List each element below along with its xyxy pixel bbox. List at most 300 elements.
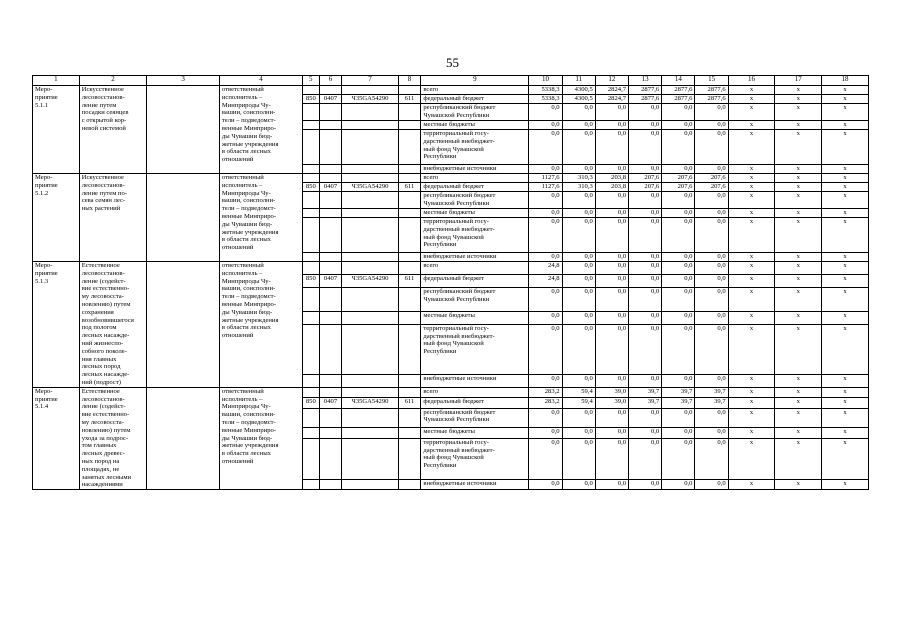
empty-cell: [398, 387, 421, 397]
amount-cell: 207,6: [629, 174, 662, 183]
amount-cell: 0,0: [595, 287, 628, 311]
amount-cell: 0,0: [595, 408, 628, 428]
x-mark: x: [728, 192, 775, 209]
empty-cell: [342, 324, 398, 374]
amount-cell: 39,7: [662, 398, 695, 408]
x-mark: x: [728, 287, 775, 311]
x-mark: x: [775, 408, 822, 428]
x-mark: x: [822, 438, 869, 479]
x-mark: x: [822, 130, 869, 165]
budget-code: 0407: [319, 274, 342, 287]
column-number-14: 14: [662, 76, 695, 86]
amount-cell: 0,0: [629, 374, 662, 387]
empty-cell: [147, 262, 220, 388]
empty-cell: [147, 86, 220, 174]
x-mark: x: [728, 174, 775, 183]
column-number-1: 1: [33, 76, 80, 86]
empty-cell: [398, 253, 421, 262]
x-mark: x: [822, 312, 869, 325]
budget-code: 611: [398, 398, 421, 408]
table-row: [33, 262, 869, 275]
x-mark: x: [728, 408, 775, 428]
empty-cell: [302, 262, 319, 275]
x-mark: x: [775, 130, 822, 165]
amount-cell: 0,0: [695, 324, 728, 374]
amount-cell: 283,2: [529, 398, 562, 408]
amount-cell: 0,0: [529, 438, 562, 479]
x-mark: x: [822, 174, 869, 183]
x-mark: x: [728, 183, 775, 192]
amount-cell: 0,0: [695, 253, 728, 262]
amount-cell: 0,0: [595, 253, 628, 262]
x-mark: x: [775, 287, 822, 311]
empty-cell: [319, 86, 342, 95]
amount-cell: 4300,5: [562, 95, 595, 104]
empty-cell: [319, 130, 342, 165]
amount-cell: 0,0: [595, 262, 628, 275]
executor-text: ответственный исполнитель – Минприроды Чу- вашии, соисполни- тели – подведомст- венные Минприро- ды Чувашии бюд- жетные учреждения в области лесных отношений: [219, 387, 302, 489]
amount-cell: 59,4: [562, 398, 595, 408]
amount-cell: 2824,7: [595, 86, 628, 95]
funding-source: внебюджетные источники: [421, 479, 529, 490]
x-mark: x: [775, 374, 822, 387]
amount-cell: 0,0: [662, 165, 695, 174]
funding-source: всего: [421, 86, 529, 95]
budget-code: 611: [398, 274, 421, 287]
amount-cell: 0,0: [529, 209, 562, 218]
funding-source: всего: [421, 174, 529, 183]
empty-cell: [319, 209, 342, 218]
amount-cell: 39,7: [662, 387, 695, 397]
measure-number: Меро- приятие 5.1.4: [33, 387, 80, 489]
amount-cell: 0,0: [662, 192, 695, 209]
x-mark: x: [775, 398, 822, 408]
empty-cell: [319, 479, 342, 490]
amount-cell: 2877,6: [662, 95, 695, 104]
empty-cell: [302, 438, 319, 479]
funding-source: территориальный госу- дарственный внебюджет- ный фонд Чувашской Республики: [421, 324, 529, 374]
amount-cell: 39,7: [695, 387, 728, 397]
amount-cell: 0,0: [629, 104, 662, 121]
x-mark: x: [822, 104, 869, 121]
funding-source: местные бюджеты: [421, 312, 529, 325]
amount-cell: 0,0: [629, 130, 662, 165]
empty-cell: [342, 253, 398, 262]
amount-cell: 0,0: [662, 253, 695, 262]
budget-code: 850: [302, 398, 319, 408]
budget-code: 611: [398, 183, 421, 192]
column-number-18: 18: [822, 76, 869, 86]
x-mark: x: [728, 121, 775, 130]
column-number-8: 8: [398, 76, 421, 86]
empty-cell: [342, 438, 398, 479]
x-mark: x: [822, 398, 869, 408]
page-number: 55: [446, 55, 459, 70]
x-mark: x: [728, 438, 775, 479]
x-mark: x: [775, 104, 822, 121]
amount-cell: 0,0: [562, 287, 595, 311]
empty-cell: [342, 86, 398, 95]
empty-cell: [342, 174, 398, 183]
amount-cell: 0,0: [695, 262, 728, 275]
amount-cell: 0,0: [695, 192, 728, 209]
empty-cell: [342, 165, 398, 174]
amount-cell: 0,0: [629, 428, 662, 438]
funding-source: республиканский бюджет Чувашской Республики: [421, 408, 529, 428]
amount-cell: 0,0: [629, 287, 662, 311]
measure-name: Естественное лесовосстанов- ление (содейст- вие естественно- му лесовосста- новлению) путем ухода за подрос- том главных лесных древес- ных пород на площадях, не занятых лесными насаждениями: [79, 387, 147, 489]
x-mark: x: [822, 183, 869, 192]
amount-cell: 0,0: [562, 274, 595, 287]
measure-name: Искусственное лесовосстанов- ление путем посадки сеянцев с открытой кор- невой системой: [79, 86, 147, 174]
empty-cell: [398, 218, 421, 253]
empty-cell: [302, 287, 319, 311]
amount-cell: 24,8: [529, 262, 562, 275]
empty-cell: [398, 287, 421, 311]
x-mark: x: [822, 192, 869, 209]
table-row: [33, 174, 869, 183]
amount-cell: 0,0: [529, 324, 562, 374]
empty-cell: [398, 121, 421, 130]
amount-cell: 0,0: [629, 274, 662, 287]
amount-cell: 0,0: [629, 253, 662, 262]
empty-cell: [302, 86, 319, 95]
amount-cell: 0,0: [695, 104, 728, 121]
budget-code: 0407: [319, 398, 342, 408]
amount-cell: 0,0: [629, 192, 662, 209]
amount-cell: 207,6: [695, 174, 728, 183]
amount-cell: 310,3: [562, 174, 595, 183]
empty-cell: [302, 192, 319, 209]
executor-text: ответственный исполнитель – Минприроды Чу- вашии, соисполни- тели – подведомст- венные Минприро- ды Чувашии бюд- жетные учреждения в области лесных отношений: [219, 86, 302, 174]
amount-cell: 203,8: [595, 183, 628, 192]
empty-cell: [342, 121, 398, 130]
amount-cell: 0,0: [695, 438, 728, 479]
amount-cell: 0,0: [662, 209, 695, 218]
funding-source: местные бюджеты: [421, 428, 529, 438]
amount-cell: 0,0: [695, 209, 728, 218]
amount-cell: 0,0: [595, 324, 628, 374]
empty-cell: [302, 428, 319, 438]
amount-cell: 0,0: [595, 374, 628, 387]
empty-cell: [302, 408, 319, 428]
empty-cell: [342, 192, 398, 209]
empty-cell: [302, 165, 319, 174]
amount-cell: 0,0: [662, 324, 695, 374]
amount-cell: 0,0: [562, 428, 595, 438]
amount-cell: 0,0: [562, 218, 595, 253]
empty-cell: [342, 209, 398, 218]
amount-cell: 1127,6: [529, 183, 562, 192]
amount-cell: 310,3: [562, 183, 595, 192]
empty-cell: [398, 324, 421, 374]
amount-cell: 0,0: [695, 121, 728, 130]
budget-code: 0407: [319, 95, 342, 104]
program-financing-table: [32, 75, 869, 490]
amount-cell: 0,0: [662, 274, 695, 287]
amount-cell: 0,0: [529, 479, 562, 490]
amount-cell: 0,0: [562, 324, 595, 374]
funding-source: федеральный бюджет: [421, 95, 529, 104]
x-mark: x: [775, 438, 822, 479]
x-mark: x: [822, 218, 869, 253]
funding-source: федеральный бюджет: [421, 183, 529, 192]
budget-code: 850: [302, 95, 319, 104]
empty-cell: [398, 262, 421, 275]
amount-cell: 0,0: [562, 104, 595, 121]
amount-cell: 0,0: [529, 287, 562, 311]
x-mark: x: [728, 165, 775, 174]
x-mark: x: [822, 121, 869, 130]
x-mark: x: [728, 374, 775, 387]
x-mark: x: [775, 174, 822, 183]
x-mark: x: [728, 398, 775, 408]
empty-cell: [319, 312, 342, 325]
empty-cell: [302, 374, 319, 387]
x-mark: x: [728, 95, 775, 104]
budget-code: Ч35GA54290: [342, 183, 398, 192]
amount-cell: 0,0: [662, 287, 695, 311]
amount-cell: 0,0: [629, 165, 662, 174]
column-number-row: [33, 76, 869, 86]
empty-cell: [319, 165, 342, 174]
column-number-4: 4: [219, 76, 302, 86]
amount-cell: 0,0: [629, 121, 662, 130]
amount-cell: 0,0: [629, 218, 662, 253]
empty-cell: [319, 438, 342, 479]
x-mark: x: [728, 312, 775, 325]
amount-cell: 59,4: [562, 387, 595, 397]
x-mark: x: [822, 165, 869, 174]
x-mark: x: [775, 274, 822, 287]
empty-cell: [398, 174, 421, 183]
x-mark: x: [822, 262, 869, 275]
x-mark: x: [775, 209, 822, 218]
amount-cell: 0,0: [529, 408, 562, 428]
amount-cell: 0,0: [529, 253, 562, 262]
empty-cell: [302, 218, 319, 253]
empty-cell: [398, 438, 421, 479]
amount-cell: 0,0: [595, 438, 628, 479]
empty-cell: [342, 287, 398, 311]
empty-cell: [319, 253, 342, 262]
amount-cell: 0,0: [662, 312, 695, 325]
amount-cell: 0,0: [595, 312, 628, 325]
table-row: [33, 86, 869, 95]
budget-code: 850: [302, 274, 319, 287]
amount-cell: 0,0: [662, 104, 695, 121]
x-mark: x: [775, 428, 822, 438]
empty-cell: [342, 374, 398, 387]
x-mark: x: [728, 428, 775, 438]
empty-cell: [398, 130, 421, 165]
measure-name: Искусственное лесовосстанов- ление путем по- сева семян лес- ных растений: [79, 174, 147, 262]
empty-cell: [398, 165, 421, 174]
amount-cell: 39,7: [695, 398, 728, 408]
funding-source: территориальный госу- дарственный внебюджет- ный фонд Чувашской Республики: [421, 438, 529, 479]
funding-source: федеральный бюджет: [421, 274, 529, 287]
amount-cell: 2877,6: [629, 95, 662, 104]
column-number-7: 7: [342, 76, 398, 86]
amount-cell: 1127,6: [529, 174, 562, 183]
x-mark: x: [728, 262, 775, 275]
amount-cell: 0,0: [595, 428, 628, 438]
amount-cell: 0,0: [595, 104, 628, 121]
amount-cell: 0,0: [562, 192, 595, 209]
funding-source: внебюджетные источники: [421, 253, 529, 262]
amount-cell: 0,0: [595, 479, 628, 490]
amount-cell: 0,0: [562, 438, 595, 479]
amount-cell: 0,0: [662, 262, 695, 275]
amount-cell: 0,0: [595, 209, 628, 218]
empty-cell: [342, 104, 398, 121]
amount-cell: 4300,5: [562, 86, 595, 95]
amount-cell: 0,0: [662, 438, 695, 479]
column-number-17: 17: [775, 76, 822, 86]
amount-cell: 0,0: [629, 312, 662, 325]
amount-cell: 0,0: [629, 324, 662, 374]
amount-cell: 0,0: [562, 312, 595, 325]
amount-cell: 0,0: [595, 130, 628, 165]
amount-cell: 39,7: [629, 387, 662, 397]
amount-cell: 0,0: [662, 479, 695, 490]
empty-cell: [302, 130, 319, 165]
amount-cell: 0,0: [662, 218, 695, 253]
empty-cell: [342, 262, 398, 275]
amount-cell: 0,0: [562, 479, 595, 490]
amount-cell: 0,0: [662, 374, 695, 387]
empty-cell: [319, 387, 342, 397]
amount-cell: 0,0: [662, 130, 695, 165]
amount-cell: 0,0: [529, 312, 562, 325]
amount-cell: 0,0: [529, 374, 562, 387]
amount-cell: 0,0: [695, 479, 728, 490]
amount-cell: 0,0: [629, 438, 662, 479]
empty-cell: [319, 324, 342, 374]
column-number-2: 2: [79, 76, 147, 86]
empty-cell: [398, 428, 421, 438]
empty-cell: [342, 408, 398, 428]
empty-cell: [398, 408, 421, 428]
x-mark: x: [728, 253, 775, 262]
x-mark: x: [822, 408, 869, 428]
amount-cell: 39,0: [595, 398, 628, 408]
amount-cell: 0,0: [629, 262, 662, 275]
measure-number: Меро- приятие 5.1.3: [33, 262, 80, 388]
funding-source: республиканский бюджет Чувашской Республики: [421, 192, 529, 209]
amount-cell: 0,0: [662, 121, 695, 130]
x-mark: x: [775, 218, 822, 253]
x-mark: x: [822, 209, 869, 218]
x-mark: x: [775, 262, 822, 275]
executor-text: ответственный исполнитель – Минприроды Чу- вашии, соисполни- тели – подведомст- венные Минприро- ды Чувашии бюд- жетные учреждения в области лесных отношений: [219, 174, 302, 262]
amount-cell: 39,7: [629, 398, 662, 408]
funding-source: внебюджетные источники: [421, 165, 529, 174]
amount-cell: 0,0: [562, 165, 595, 174]
amount-cell: 0,0: [595, 218, 628, 253]
column-number-16: 16: [728, 76, 775, 86]
amount-cell: 203,8: [595, 174, 628, 183]
budget-code: 0407: [319, 183, 342, 192]
empty-cell: [342, 130, 398, 165]
x-mark: x: [775, 387, 822, 397]
empty-cell: [319, 104, 342, 121]
amount-cell: 0,0: [695, 165, 728, 174]
x-mark: x: [822, 479, 869, 490]
empty-cell: [319, 218, 342, 253]
empty-cell: [319, 374, 342, 387]
x-mark: x: [775, 192, 822, 209]
x-mark: x: [822, 428, 869, 438]
x-mark: x: [728, 324, 775, 374]
x-mark: x: [728, 479, 775, 490]
amount-cell: 2877,6: [695, 95, 728, 104]
empty-cell: [302, 312, 319, 325]
x-mark: x: [822, 374, 869, 387]
x-mark: x: [728, 130, 775, 165]
amount-cell: 0,0: [695, 312, 728, 325]
empty-cell: [319, 192, 342, 209]
budget-code: Ч35GA54290: [342, 95, 398, 104]
amount-cell: 0,0: [529, 165, 562, 174]
measure-number: Меро- приятие 5.1.2: [33, 174, 80, 262]
amount-cell: 0,0: [562, 121, 595, 130]
empty-cell: [302, 104, 319, 121]
amount-cell: 207,6: [662, 174, 695, 183]
amount-cell: 0,0: [562, 408, 595, 428]
amount-cell: 0,0: [629, 408, 662, 428]
amount-cell: 2877,6: [662, 86, 695, 95]
x-mark: x: [728, 104, 775, 121]
empty-cell: [319, 408, 342, 428]
empty-cell: [398, 312, 421, 325]
empty-cell: [342, 312, 398, 325]
amount-cell: 0,0: [695, 428, 728, 438]
empty-cell: [147, 387, 220, 489]
funding-source: территориальный госу- дарственный внебюджет- ный фонд Чувашской Республики: [421, 218, 529, 253]
empty-cell: [302, 253, 319, 262]
funding-source: территориальный госу- дарственный внебюджет- ный фонд Чувашской Республики: [421, 130, 529, 165]
empty-cell: [302, 174, 319, 183]
amount-cell: 5338,3: [529, 86, 562, 95]
amount-cell: 5338,3: [529, 95, 562, 104]
empty-cell: [302, 121, 319, 130]
measure-name: Естественное лесовосстанов- ление (содейст- вие естественно- му лесовосста- новлению) путем сохранения возобновившегося под пологом лесных насажде- ний жизнеспо- собного поколе- ния главных лесных пород лесных насажде- ний (подрост): [79, 262, 147, 388]
x-mark: x: [728, 274, 775, 287]
empty-cell: [342, 479, 398, 490]
empty-cell: [398, 86, 421, 95]
x-mark: x: [822, 253, 869, 262]
funding-source: республиканский бюджет Чувашской Республики: [421, 104, 529, 121]
empty-cell: [398, 209, 421, 218]
amount-cell: 0,0: [562, 253, 595, 262]
column-number-5: 5: [302, 76, 319, 86]
budget-code: Ч35GA54290: [342, 274, 398, 287]
empty-cell: [302, 209, 319, 218]
x-mark: x: [822, 86, 869, 95]
empty-cell: [302, 387, 319, 397]
x-mark: x: [775, 479, 822, 490]
amount-cell: 0,0: [629, 209, 662, 218]
amount-cell: 0,0: [529, 121, 562, 130]
amount-cell: 0,0: [695, 374, 728, 387]
x-mark: x: [822, 324, 869, 374]
amount-cell: 0,0: [562, 374, 595, 387]
funding-source: всего: [421, 387, 529, 397]
budget-code: 850: [302, 183, 319, 192]
x-mark: x: [775, 183, 822, 192]
funding-source: федеральный бюджет: [421, 398, 529, 408]
